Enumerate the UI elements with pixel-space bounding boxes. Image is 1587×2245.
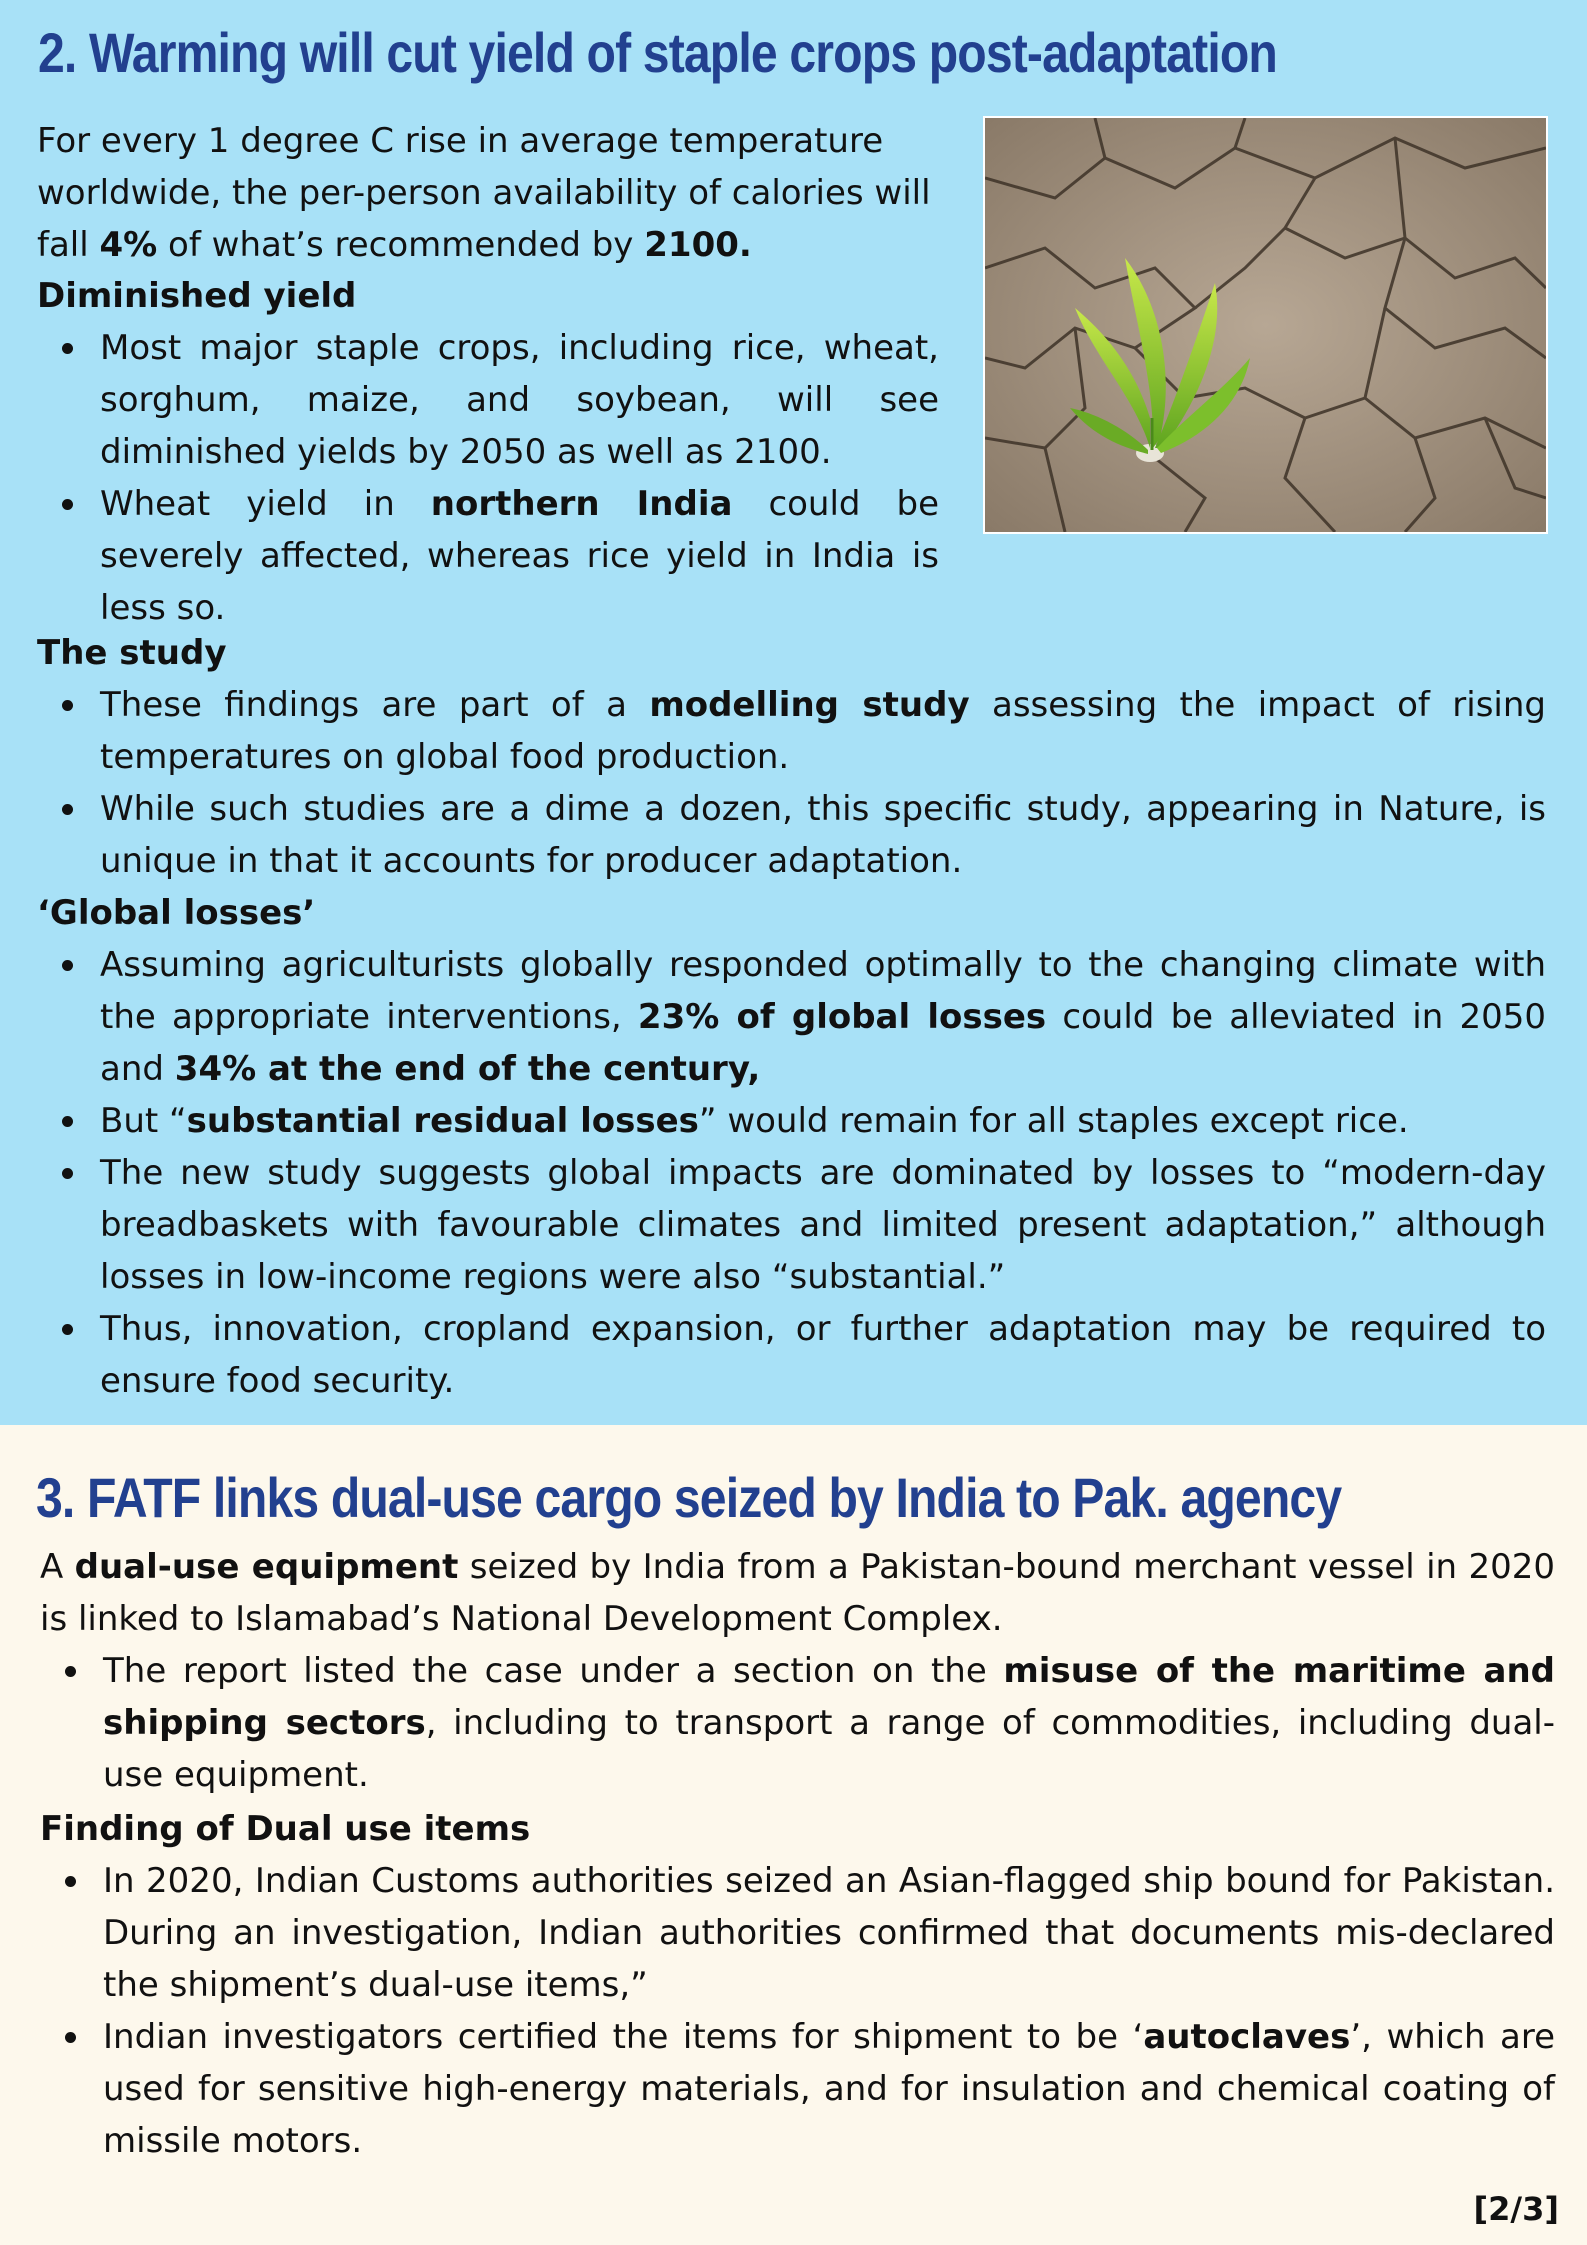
list-item: The report listed the case under a section on the misuse of the maritime and shipping sectors, including to transport a range of commodities, including dual-use equipment. (103, 1645, 1555, 1801)
intro-paragraph: For every 1 degree C rise in average temperature worldwide, the per-person availability of calories will fall 4% of what’s recommended by 2100. (37, 121, 931, 265)
list-item: Indian investigators certified the items for shipment to be ‘autoclaves’, which are used for sensitive high-energy materials, and for insulation and chemical coating of missile motors. (103, 2011, 1555, 2167)
intro-paragraph: A dual-use equipment seized by India from a Pakistan-bound merchant vessel in 2020 is linked to Islamabad’s National Development Complex. (40, 1547, 1555, 1639)
seedling-in-cracked-dry-soil-photo (983, 116, 1548, 534)
list-item: Most major staple crops, including rice, wheat, sorghum, maize, and soybean, will see diminished yields by 2050 as well as 2100. (100, 322, 939, 478)
global-losses-list (37, 939, 1546, 1407)
diminished-yield-list (37, 322, 939, 634)
subheading-the-study: The study (37, 633, 227, 673)
subheading-finding-dual-use: Finding of Dual use items (40, 1809, 531, 1849)
finding-list (40, 1855, 1555, 2167)
list-item: While such studies are a dime a dozen, this specific study, appearing in Nature, is unique in that it accounts for producer adaptation. (100, 783, 1546, 887)
list-item: In 2020, Indian Customs authorities seized an Asian-flagged ship bound for Pakistan. During an investigation, Indian authorities confirmed that documents mis-declared the shipment’s dual-use items,” (103, 1855, 1555, 2011)
list-item: Thus, innovation, cropland expansion, or further adaptation may be required to ensure food security. (100, 1303, 1546, 1407)
subheading-global-losses: ‘Global losses’ (37, 893, 316, 933)
section-title: 2. Warming will cut yield of staple crops post-adaptation (38, 21, 1277, 84)
list-item: These findings are part of a modelling study assessing the impact of rising temperatures on global food production. (100, 679, 1546, 783)
report-list (40, 1645, 1555, 1801)
list-item: But “substantial residual losses” would remain for all staples except rice. (100, 1095, 1546, 1147)
section-title: 3. FATF links dual-use cargo seized by India to Pak. agency (36, 1466, 1342, 1529)
study-list (37, 679, 1546, 887)
subheading-diminished-yield: Diminished yield (37, 276, 357, 316)
list-item: The new study suggests global impacts are dominated by losses to “modern-day breadbaskets with favourable climates and limited present adaptation,” although losses in low-income regions were also “substantial.” (100, 1147, 1546, 1303)
list-item: Wheat yield in northern India could be severely affected, whereas rice yield in India is less so. (100, 478, 939, 634)
seedling-illustration (985, 118, 1546, 532)
list-item: Assuming agriculturists globally responded optimally to the changing climate with the appropriate interventions, 23% of global losses could be alleviated in 2050 and 34% at the end of the century, (100, 939, 1546, 1095)
page-number: [2/3] (1473, 2190, 1559, 2228)
section-fatf-cargo (0, 1425, 1587, 2245)
